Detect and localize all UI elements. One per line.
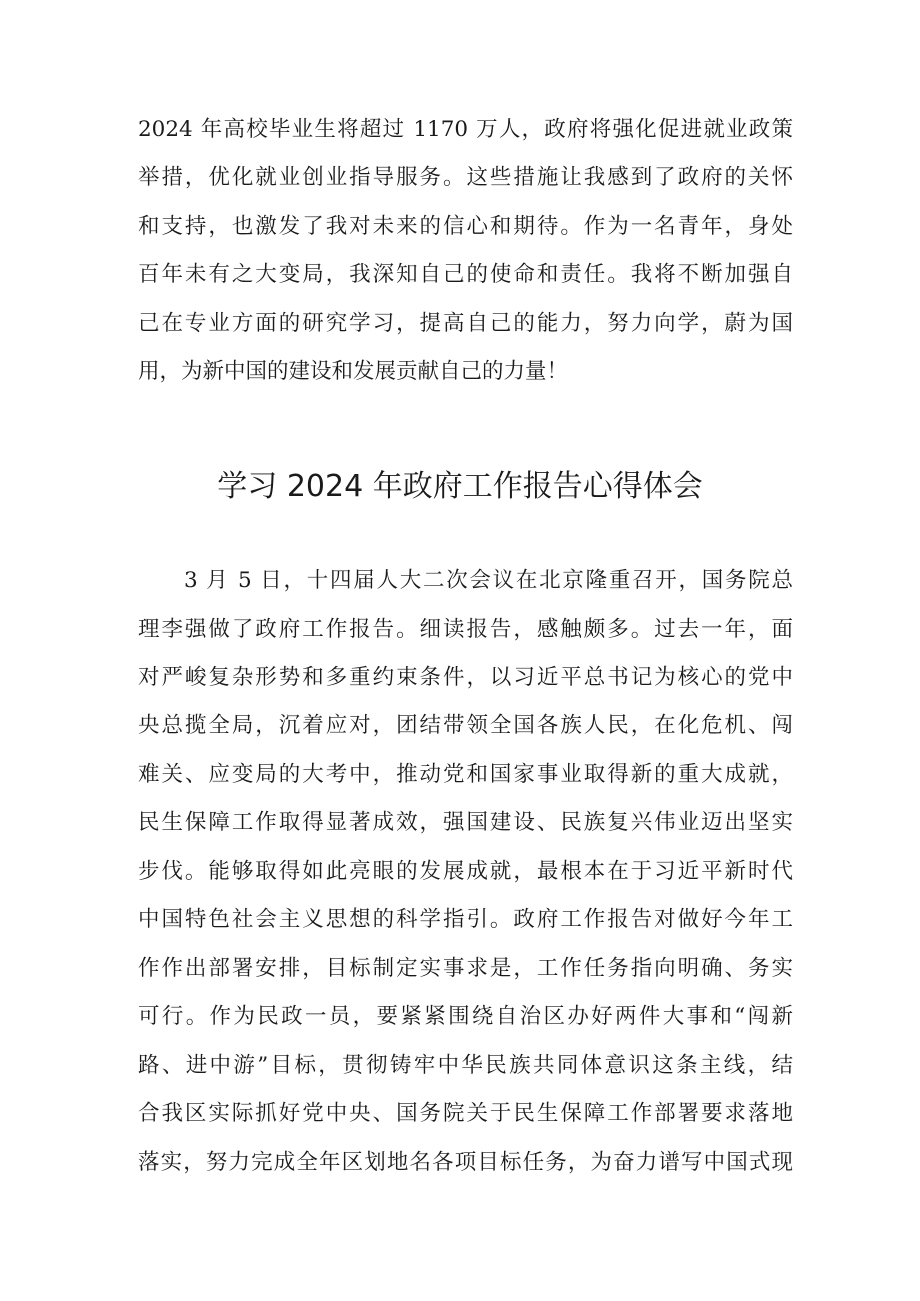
paragraph-line: 作作出部署安排，目标制定实事求是，工作任务指向明确、务实	[138, 956, 793, 981]
paragraph-line: 2024 年高校毕业生将超过 1170 万人，政府将强化促进就业政策	[138, 117, 793, 142]
paragraph-line: 理李强做了政府工作报告。细读报告，感触颇多。过去一年，面	[138, 617, 793, 642]
paragraph-line: 民生保障工作取得显著成效，强国建设、民族复兴伟业迈出坚实	[138, 810, 793, 835]
paragraph-line: 落实，努力完成全年区划地名各项目标任务，为奋力谱写中国式现	[138, 1150, 793, 1175]
paragraph-line: 合我区实际抓好党中央、国务院关于民生保障工作部署要求落地	[138, 1101, 793, 1126]
paragraph-line: 百年未有之大变局，我深知自己的使命和责任。我将不断加强自	[138, 262, 793, 287]
paragraph-line: 和支持，也激发了我对未来的信心和期待。作为一名青年，身处	[138, 214, 793, 239]
paragraph-line: 举措，优化就业创业指导服务。这些措施让我感到了政府的关怀	[138, 165, 793, 190]
paragraph-line: 中国特色社会主义思想的科学指引。政府工作报告对做好今年工	[138, 907, 793, 932]
paragraph-line: 对严峻复杂形势和多重约束条件，以习近平总书记为核心的党中	[138, 665, 793, 690]
paragraph-line: 央总揽全局，沉着应对，团结带领全国各族人民，在化危机、闯	[138, 713, 793, 738]
paragraph-line: 3 月 5 日，十四届人大二次会议在北京隆重召开，国务院总	[184, 568, 793, 593]
document-title: 学习 2024 年政府工作报告心得体会	[217, 469, 703, 504]
paragraph-line: 己在专业方面的研究学习，提高自己的能力，努力向学，蔚为国	[138, 311, 793, 336]
paragraph-line: 用，为新中国的建设和发展贡献自己的力量！	[138, 359, 569, 384]
paragraph-line: 步伐。能够取得如此亮眼的发展成就，最根本在于习近平新时代	[138, 859, 793, 884]
paragraph-line: 难关、应变局的大考中，推动党和国家事业取得新的重大成就，	[138, 762, 793, 787]
paragraph-line: 可行。作为民政一员，要紧紧围绕自治区办好两件大事和“闯新	[138, 1004, 793, 1029]
paragraph-line: 路、进中游”目标，贯彻铸牢中华民族共同体意识这条主线，结	[138, 1053, 793, 1078]
